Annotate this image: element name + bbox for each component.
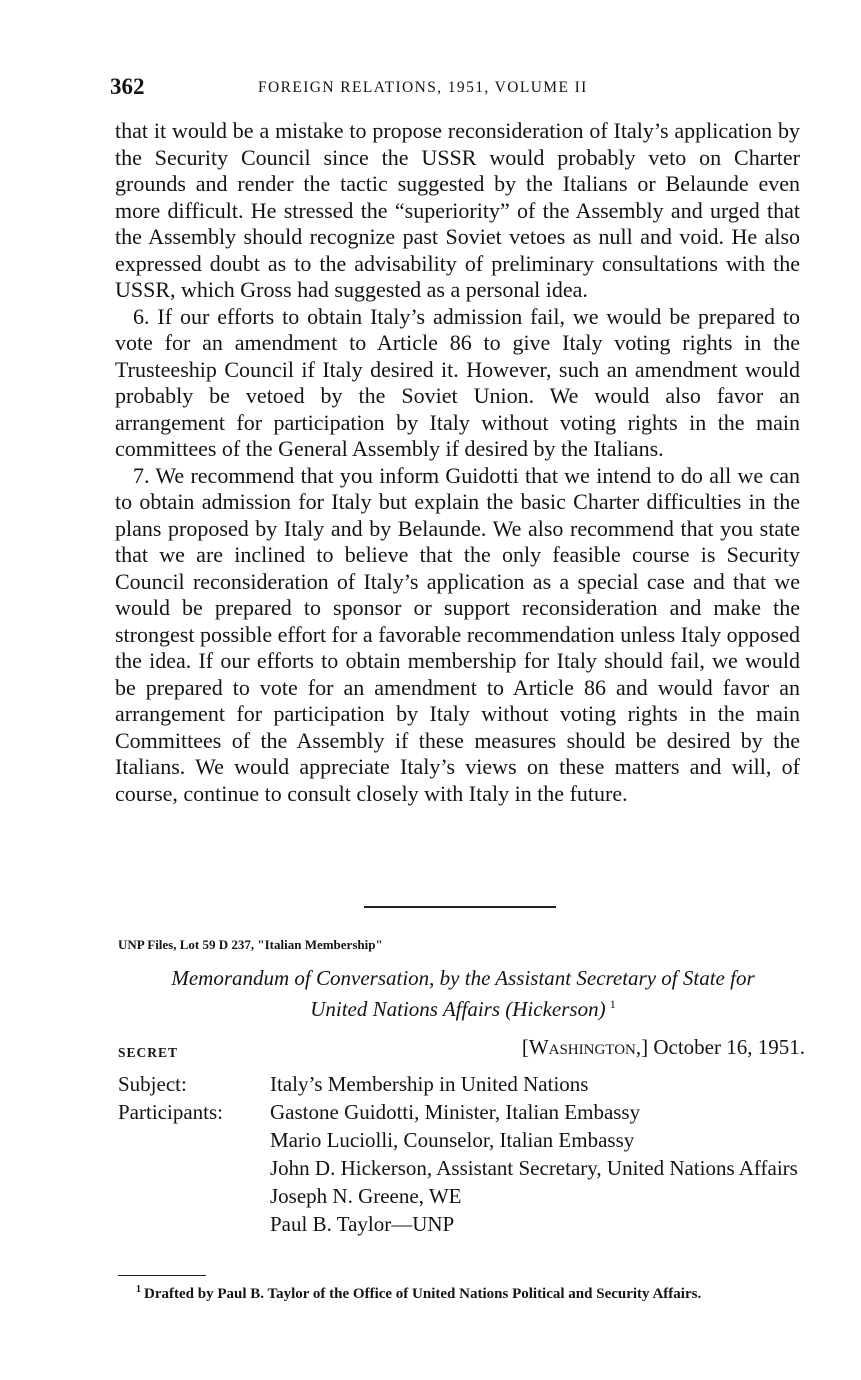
participant: Gastone Guidotti, Minister, Italian Embassy <box>270 1100 641 1124</box>
participants-label: Participants: <box>118 1100 223 1124</box>
memo-title-line-1: Memorandum of Conversation, by the Assistant Secretary of State for <box>171 966 755 990</box>
dateline-bracket: [ <box>521 1035 529 1059</box>
subject-label: Subject: <box>118 1072 187 1096</box>
footnote-text: Drafted by Paul B. Taylor of the Office of United Nations Political and Security Affairs. <box>144 1286 702 1302</box>
dateline <box>522 1035 805 1060</box>
memo-title-line-2 <box>118 991 808 1022</box>
section-divider <box>364 906 556 908</box>
participant: Paul B. Taylor—UNP <box>270 1212 455 1236</box>
paragraph-continued: that it would be a mistake to propose reconsideration of Italy’s application by the Security Council since the USSR would probably veto on Charter grounds and render the tactic suggested by the Italians or Belaunde even more difficult. He stressed the “superiority” of the Assembly and urged that the Assembly should recognize past Soviet vetoes as null and void. He also expressed doubt as to the advisability of preliminary consultations with the USSR, which Gross had suggested as a personal idea. <box>115 118 800 302</box>
footnote-reference: 1 <box>609 997 616 1011</box>
file-source: UNP Files, Lot 59 D 237, "Italian Membership" <box>118 937 383 952</box>
memo-title <box>118 965 808 1022</box>
participant: Mario Luciolli, Counselor, Italian Embassy <box>270 1128 635 1152</box>
participants-row <box>118 1098 808 1238</box>
page-number: 362 <box>110 74 145 99</box>
memo-title-text: United Nations Affairs (Hickerson) <box>310 997 606 1021</box>
paragraph-6: 6. If our efforts to obtain Italy’s admission fail, we would be prepared to vote for an amendment to Article 86 to give Italy voting rights in the Trusteeship Council if Italy desired it. However, such an amendment would probably be vetoed by the Soviet Union. We would also favor an arrangement for participation by Italy without voting rights in the main committees of the General Assembly if desired by the Italians. <box>115 303 800 461</box>
footnote-marker: 1 <box>136 1284 141 1295</box>
running-head: FOREIGN RELATIONS, 1951, VOLUME II <box>258 79 588 96</box>
dateline-date: ,] October 16, 1951. <box>635 1035 805 1059</box>
body-text <box>115 118 800 807</box>
participant: John D. Hickerson, Assistant Secretary, United Nations Affairs <box>270 1156 798 1180</box>
classification-label: SECRET <box>118 1045 179 1060</box>
footnote <box>118 1279 808 1305</box>
subject-value: Italy’s Membership in United Nations <box>270 1072 589 1096</box>
dateline-place: Washington <box>528 1035 636 1059</box>
memo-metadata <box>118 1070 808 1238</box>
subject-row <box>118 1070 808 1098</box>
participant: Joseph N. Greene, WE <box>270 1184 462 1208</box>
footnote-divider <box>118 1275 206 1276</box>
paragraph-7: 7. We recommend that you inform Guidotti that we intend to do all we can to obtain admission for Italy but explain the basic Charter difficulties in the plans proposed by Italy and by Belaunde. We also recommend that you state that we are inclined to believe that the only feasible course is Security Council reconsideration of Italy’s application as a special case and that we would be prepared to sponsor or support reconsideration and make the strongest possible effort for a favorable recommendation unless Italy opposed the idea. If our efforts to obtain membership for Italy should fail, we would be prepared to vote for an amendment to Article 86 and would favor an arrangement for participation by Italy without voting rights in the main Committees of the Assembly if these measures should be desired by the Italians. We would appreciate Italy’s views on these matters and will, of course, continue to consult closely with Italy in the future. <box>115 462 800 806</box>
participants-list <box>270 1098 798 1238</box>
page-header <box>110 74 810 106</box>
